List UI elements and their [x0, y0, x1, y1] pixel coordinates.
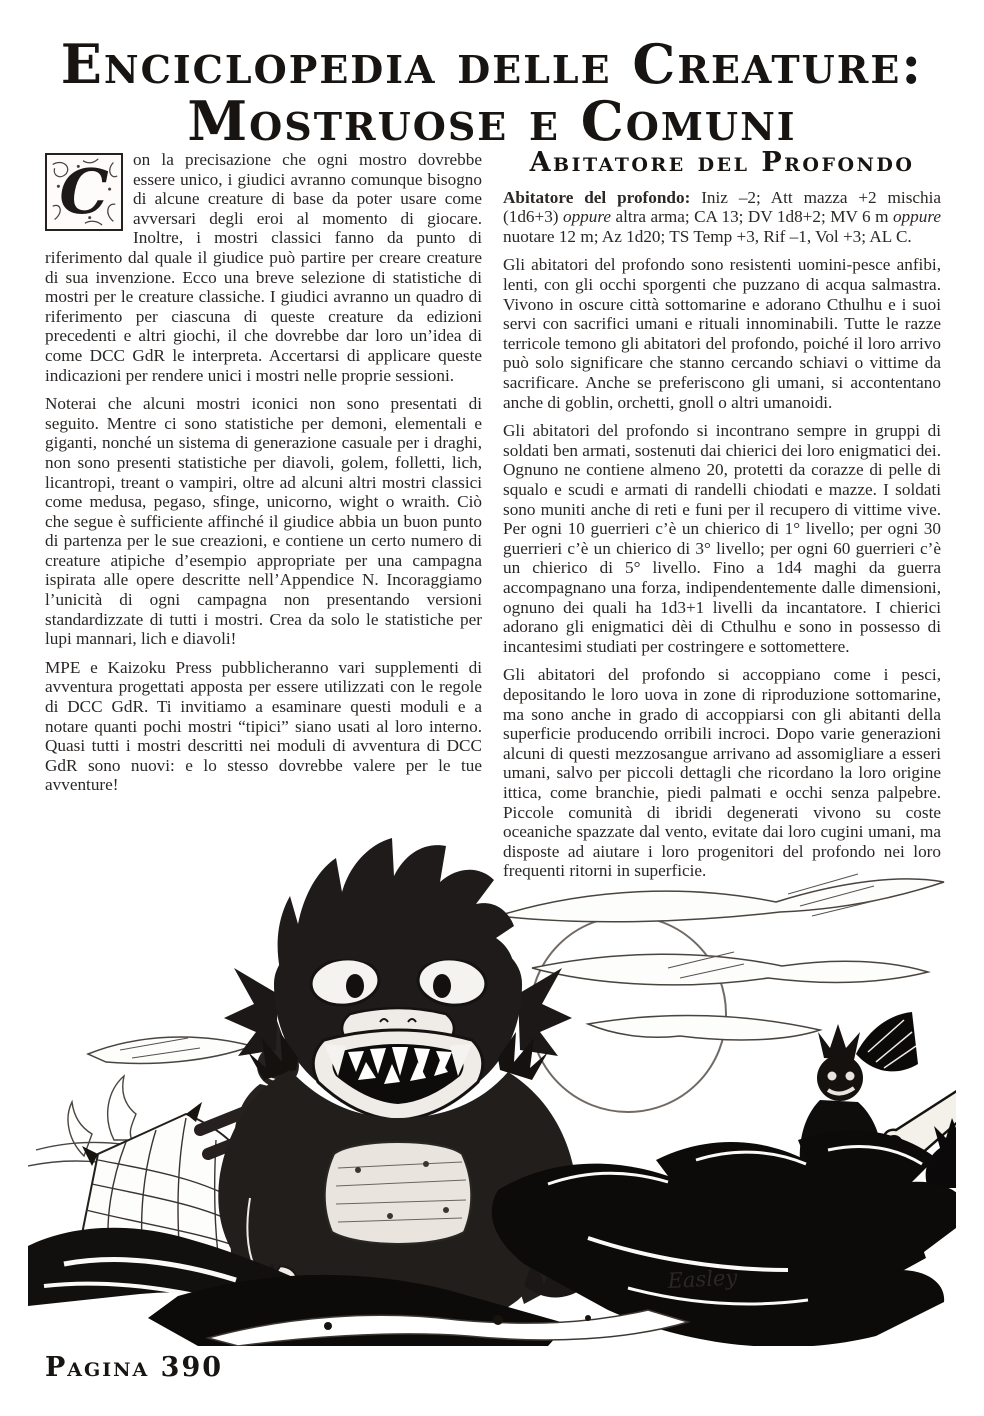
page-title [0, 32, 984, 154]
stat-label: Abitatore del profondo: [503, 187, 691, 207]
ornate-dropcap [45, 153, 123, 231]
paragraph: Gli abitatori del profondo si accoppiano come i pesci, depositando le loro uova in zone di riproduzione sottomarine, ma sono anche in grado di accoppiarsi con gli abitanti della superficie producendo orribili incroci. Dopo varie generazioni alcuni di questi mezzosangue arrivano ad assomigliare a esseri umani, salvo per piccoli dettagli che ricordano la loro origine ittica, come branchie, piedi palmati e occhi senza palpebre. Piccole comunità di ibridi degenerati vivono su coste oceaniche spazzate dal vento, evitate dai loro cugini umani, ma disposte ad aiutare i loro progenitori del profondo nei loro frequenti ritorni in superficie. [503, 665, 941, 881]
page-title-line1: Enciclopedia delle Creature: [60, 32, 924, 96]
intro-text: on la precisazione che ogni mostro dovrebbe essere unico, i giudici avranno comunque bisogno di alcune creature di base da poter usare come avversari degli eroi al momento di giocare. Inoltre, i mostri classici fanno da punto di riferimento dal quale il giudice può partire per creare creature di sua invenzione. Ecco una breve selezione di statistiche di mostri per le creature classiche. I giudici avranno un quadro di riferimento per ciascuna di queste creature da edizioni precedenti e altri giochi, il che dovrebbe dar loro un’idea di come DCC GdR le interpreta. Accertarsi di applicare queste indicazioni per rendere unici i mostri nelle proprie sessioni. [45, 150, 482, 385]
stat-seg3: nuotare 12 m; Az 1d20; TS Temp +3, Rif –1, Vol +3; AL C. [503, 226, 912, 246]
page-number: Pagina 390 [45, 1352, 224, 1383]
deep-one-illustration [28, 818, 956, 1346]
dropcap-letter: C [59, 155, 109, 228]
intro-paragraph [45, 150, 482, 385]
paragraph: Noterai che alcuni mostri iconici non sono presentati di seguito. Mentre ci sono statistiche per demoni, elementali e giganti, nonché un sistema di generazione casuale per i draghi, non sono presenti statistiche per diavoli, golem, folletti, lich, licantropi, treant o vampiri, oltre ad alcuni altri mostri classici come medusa, pegaso, sfinge, unicorno, wight o wraith. Ciò che segue è sufficiente affinché il giudice abbia un buon punto di partenza per le sue creazioni, e contiene un certo numero di creature atipiche d’esempio appropriate per una campagna ispirata alle opere descritte nell’Appendice N. Incoraggiamo l’unicità di ogni campagna non presentando versioni standardizzate di tutti i mostri. Crea da solo le statistiche per lupi mannari, lich e diavoli! [45, 394, 482, 649]
stat-seg1: Iniz –2; Att mazza +2 mischia (1d6+3) [503, 187, 942, 227]
page-title-line2: Mostruose e Comuni [187, 89, 797, 154]
stat-italic1: oppure [562, 207, 612, 227]
paragraph: MPE e Kaizoku Press pubblicheranno vari supplementi di avventura progettati apposta per essere utilizzati con le regole di DCC GdR. Ti invitiamo a esaminare questi moduli e a notare quanti pochi mostri “tipici” siano usati al loro interno. Quasi tutti i mostri descritti nei moduli di avventura di DCC GdR sono nuovi: e lo stesso dovrebbe valere per le tue avventure! [45, 657, 482, 795]
paragraph: Gli abitatori del profondo sono resistenti uomini-pesce anfibi, lenti, con gli occhi sporgenti che puzzano di acqua salmastra. Vivono in oscure città sottomarine e adorano Cthulhu e i suoi servi con sacrifici umani e rituali innominabili. Tutte le razze terricole temono gli abitatori del profondo, poiché il loro arrivo può solo significare che stanno cercando schiavi o vittime da sacrificare. Anche se preferiscono gli umani, si accontentano anche di goblin, orchetti, gnoll o altri umanoidi. [503, 255, 941, 412]
stat-italic2: oppure [892, 207, 941, 227]
left-column [45, 150, 482, 804]
right-column [503, 148, 941, 890]
paragraph: Gli abitatori del profondo si incontrano sempre in gruppi di soldati ben armati, sostenuti dai chierici dei loro enigmatici dei. Ognuno ne contiene almeno 20, protetti da corazze di pelle di squalo e scudi e armati di randelli chiodati e mazze. I soldati sono muniti anche di reti e funi per il recupero di vittime vive. Per ogni 10 guerrieri c’è un chierico di 1° livello; per ogni 30 guerrieri c’è un chierico di 3° livello; per ogni 60 guerrieri c’è un chierico di 5° livello. Fino a 1d4 maghi da guerra accompagnano una forza, indipendentemente dalle dimensioni, ognuno dei quali ha 1d3+1 livelli da incantatore. I chierici adorano gli enigmatici dèi di Cthulhu e sono in possesso di incantesimi studiati per costringere e sottomettere. [503, 421, 941, 656]
artist-signature: Easley [667, 1265, 738, 1293]
creature-header: Abitatore del Profondo [529, 147, 915, 178]
stat-seg2: altra arma; CA 13; DV 1d8+2; MV 6 m [611, 207, 893, 227]
stat-block [503, 188, 941, 247]
